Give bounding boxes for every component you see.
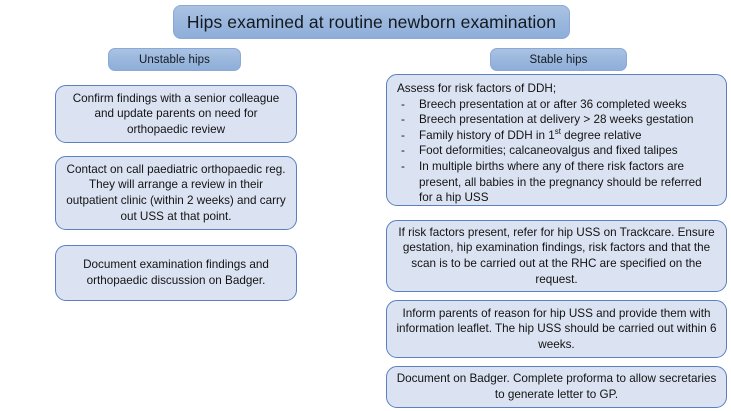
list-item: [401, 112, 718, 128]
list-item-label: Breech presentation at or after 36 completed weeks: [419, 97, 687, 111]
list-item: [401, 143, 718, 159]
process-box-refer-hip-uss-trackcare: [386, 220, 727, 292]
process-box-inform-parents: [386, 300, 727, 358]
ordinal-suffix: st: [554, 126, 561, 136]
process-box-text: Confirm findings with a senior colleague and update parents on need for orthopaedic review: [72, 91, 280, 136]
process-box-contact-orthopaedic-reg: [55, 156, 297, 230]
dash-bullet-icon: -: [401, 113, 405, 127]
list-item-label-prefix: Family history of DDH in 1: [419, 128, 555, 142]
risk-factors-lead-text: Assess for risk factors of DDH;: [397, 82, 557, 95]
process-box-text: Inform parents of reason for hip USS and provide them with information leaflet. The hip USS should be carried out within 6 weeks.: [396, 306, 717, 351]
list-item-label: Foot deformities; calcaneovalgus and fixed talipes: [419, 144, 678, 158]
page-title: Hips examined at routine newborn examination: [173, 5, 570, 39]
dash-bullet-icon: -: [401, 97, 405, 111]
process-box-assess-risk-factors: [386, 74, 727, 206]
process-box-text: Document on Badger. Complete proforma to allow secretaries to generate letter to GP.: [396, 372, 717, 401]
list-item: [401, 159, 718, 206]
column-header-unstable-hips: Unstable hips: [108, 48, 241, 71]
process-box-text: Document examination findings and orthopaedic discussion on Badger.: [83, 258, 269, 287]
column-header-stable-hips: Stable hips: [490, 48, 627, 71]
process-box-text: If risk factors present, refer for hip USS on Trackcare. Ensure gestation, hip examination findings, risk factors and that the scan is to be carried out at the RHC are specified on the request.: [398, 225, 715, 286]
dash-bullet-icon: -: [401, 128, 405, 142]
process-box-confirm-findings: [55, 85, 297, 143]
process-box-text: Contact on call paediatric orthopaedic reg. They will arrange a review in their outpatient clinic (within 2 weeks) and carry out USS at that point.: [66, 162, 286, 223]
dash-bullet-icon: -: [401, 144, 405, 158]
process-box-document-on-badger-right: [386, 366, 727, 408]
list-item-label-suffix: degree relative: [560, 128, 642, 142]
list-item-label: [419, 126, 642, 142]
list-item-label: In multiple births where any of there risk factors are present, all babies in the pregnancy should be referred for a hip USS: [419, 159, 702, 205]
risk-factors-list: [387, 97, 726, 206]
list-item: [401, 128, 718, 144]
process-box-document-on-badger-left: [55, 245, 297, 301]
list-item-label: Breech presentation at delivery > 28 weeks gestation: [419, 113, 694, 127]
list-item: [401, 97, 718, 113]
dash-bullet-icon: -: [401, 159, 405, 173]
